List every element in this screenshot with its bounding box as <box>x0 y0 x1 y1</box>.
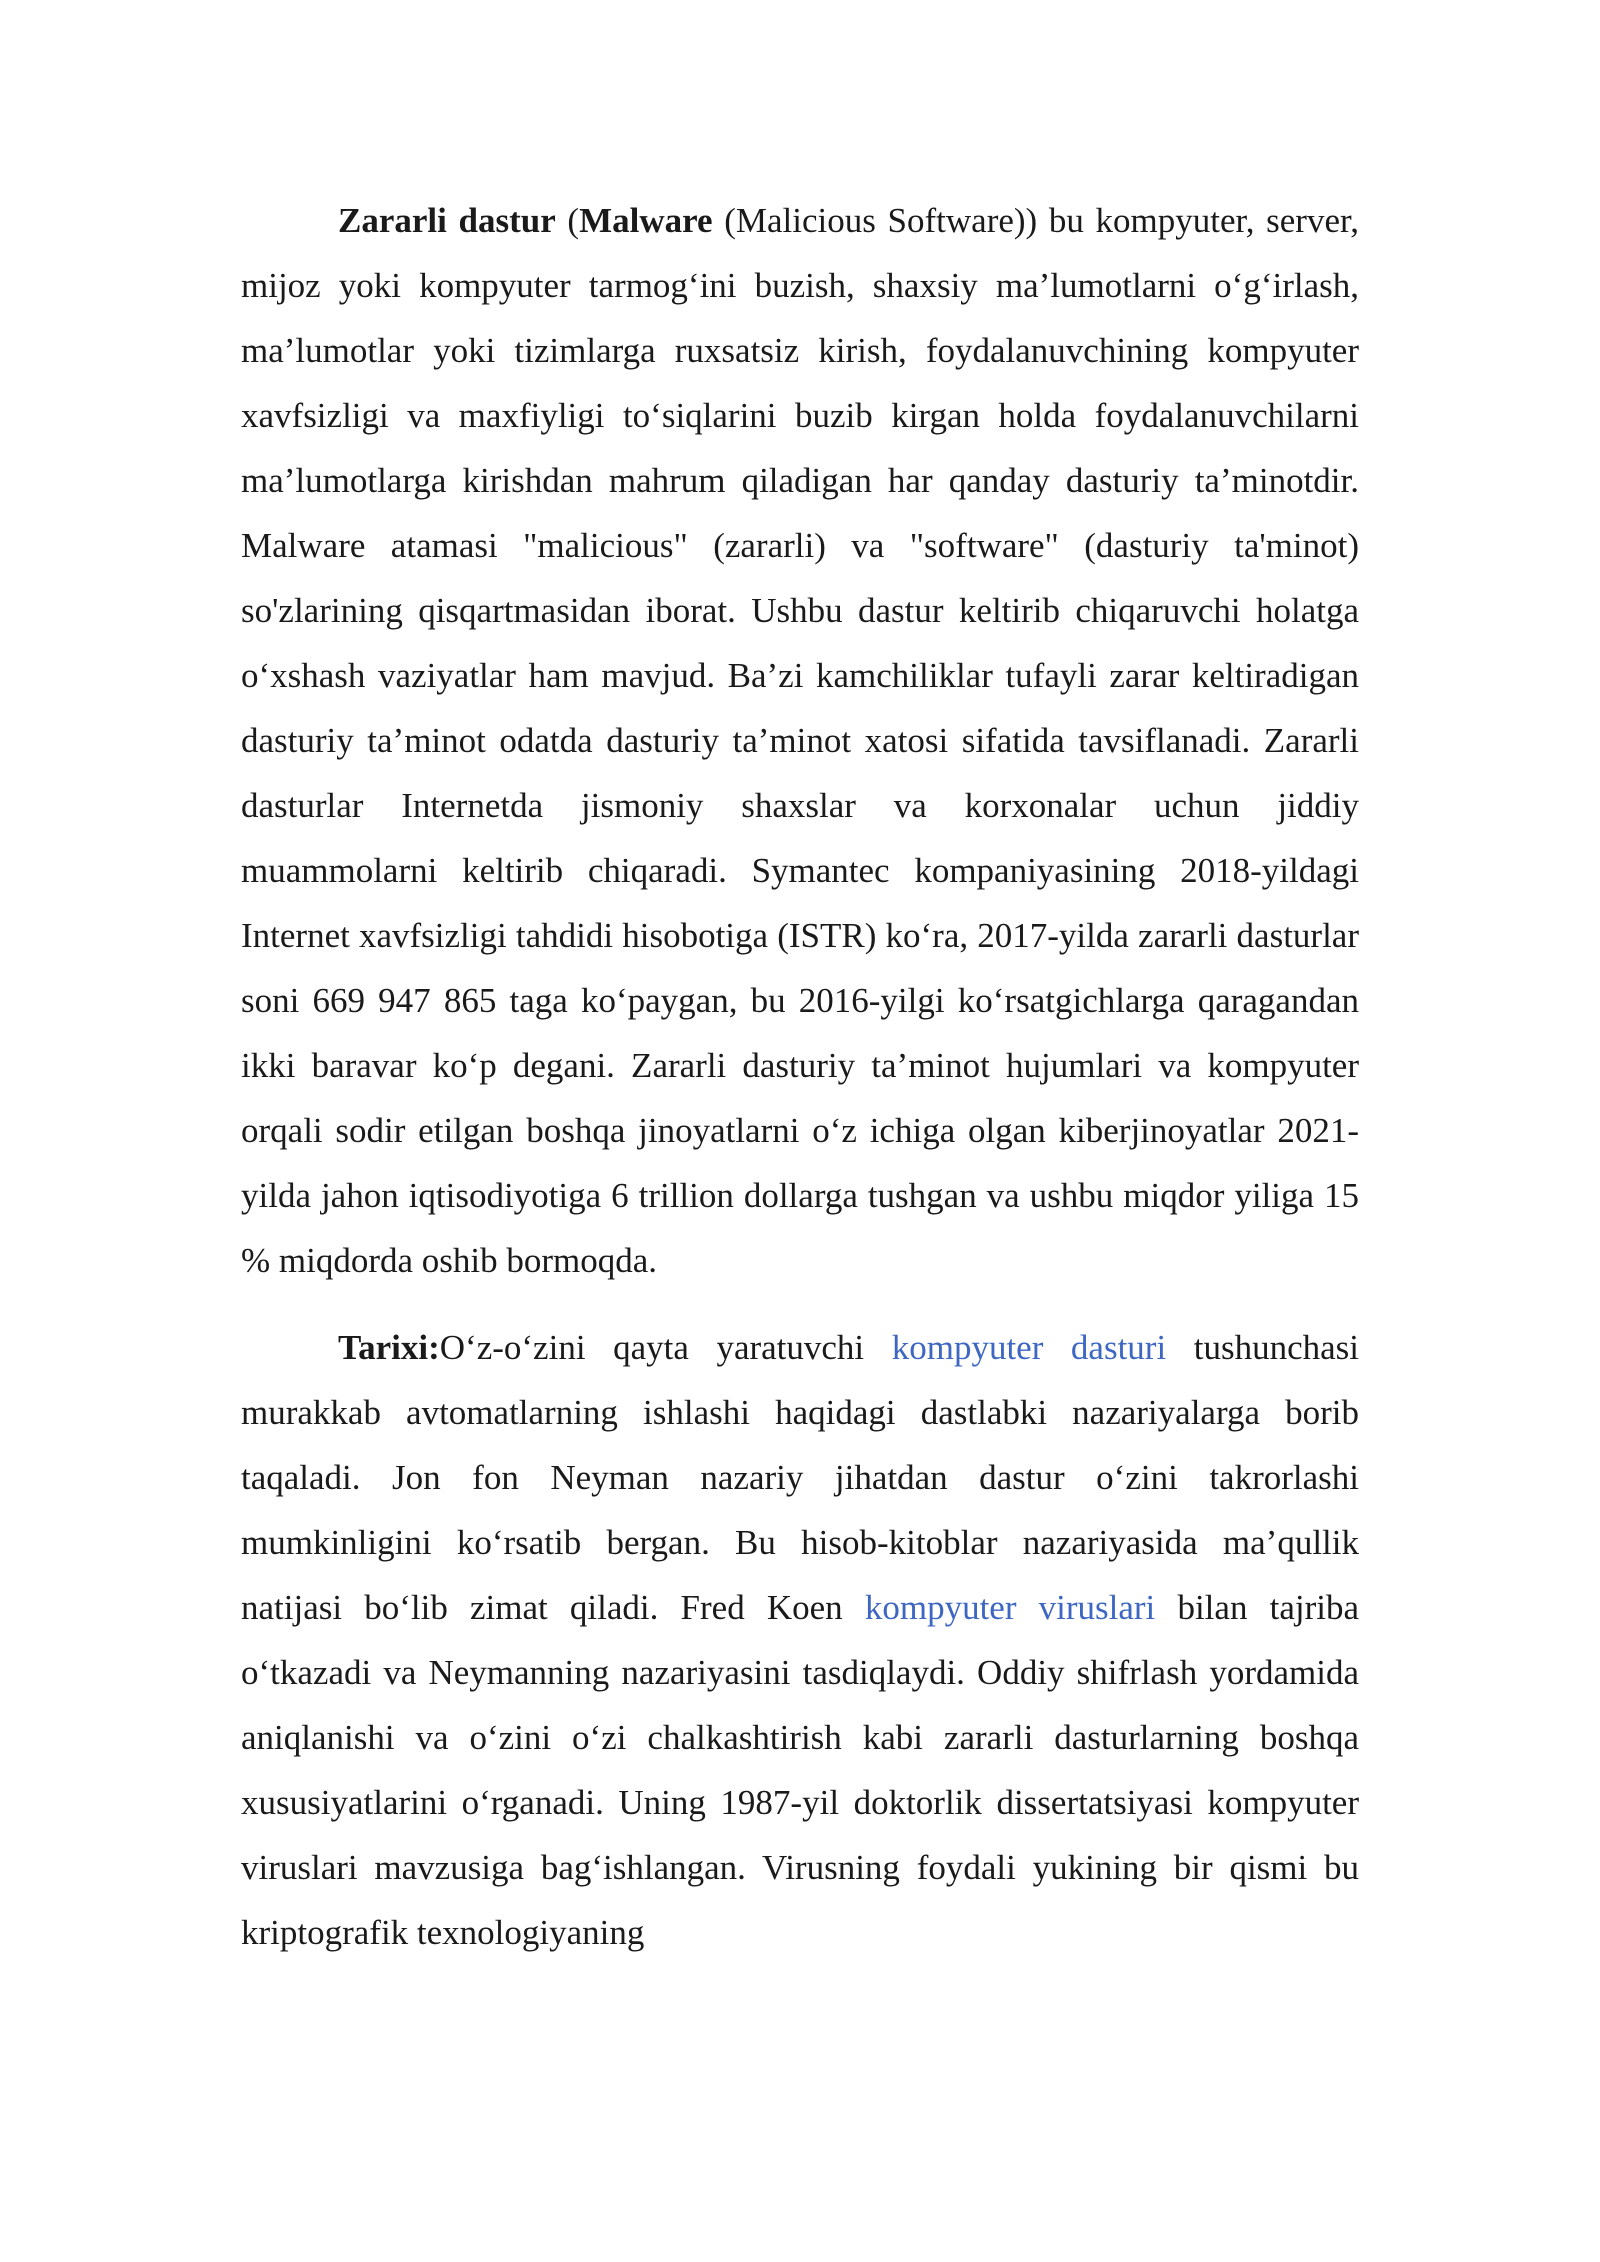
heading-tarixi: Tarixi: <box>338 1328 440 1367</box>
link-kompyuter-dasturi[interactable]: kompyuter dasturi <box>891 1328 1167 1367</box>
text-segment: (Malicious Software)) bu kompyuter, server, mijoz yoki kompyuter tarmog‘ini buzish, shaxsiy ma’lumotlarni o‘g‘irlash, ma’lumotlar yoki tizimlarga ruxsatsiz kirish, foydalanuvchining kompyuter xavfsizligi va maxfiyligi to‘siqlarini buzib kirgan holda foydalanuvchilarni ma’lumotlarga kirishdan mahrum qiladigan har qanday dasturiy ta’minotdir. Malware atamasi "malicious" (zararli) va "software" (dasturiy ta'minot) so'zlarining qisqartmasidan iborat. Ushbu dastur keltirib chiqaruvchi holatga o‘xshash vaziyatlar ham mavjud. Ba’zi kamchiliklar tufayli zarar keltiradigan dasturiy ta’minot odatda dasturiy ta’minot xatosi sifatida tavsiflanadi. Zararli dasturlar Internetda jismoniy shaxslar va korxonalar uchun jiddiy muammolarni keltirib chiqaradi. Symantec kompaniyasining 2018-yildagi Internet xavfsizligi tahdidi hisobotiga (ISTR) ko‘ra, 2017-yilda zararli dasturlar soni 669 947 865 taga ko‘paygan, bu 2016-yilgi ko‘rsatgichlarga qaragandan ikki baravar ko‘p degani. Zararli dasturiy ta’minot hujumlari va kompyuter orqali sodir etilgan boshqa jinoyatlarni o‘z ichiga olgan kiberjinoyatlar 2021-yilda jahon iqtisodiyotiga 6 trillion dollarga tushgan va ushbu miqdor yiliga 15 % miqdorda oshib bormoqda. <box>241 201 1360 1280</box>
paragraph-malware-definition <box>241 188 1359 1293</box>
term-zararli-dastur: Zararli dastur <box>338 201 556 240</box>
text-segment: bilan tajriba o‘tkazadi va Neymanning nazariyasini tasdiqlaydi. Oddiy shifrlash yordamida aniqlanishi va o‘zini o‘zi chalkashtirish kabi zararli dasturlarning boshqa xususiyatlarini o‘rganadi. Uning 1987-yil doktorlik dissertatsiyasi kompyuter viruslari mavzusiga bag‘ishlangan. Virusning foydali yukining bir qismi bu kriptografik texnologiyaning <box>241 1588 1360 1952</box>
text-segment: O‘z-o‘zini qayta yaratuvchi <box>439 1328 892 1367</box>
text-segment: ( <box>555 201 580 240</box>
paragraph-history <box>241 1315 1359 1965</box>
term-malware: Malware <box>579 201 713 240</box>
link-kompyuter-viruslari[interactable]: kompyuter viruslari <box>864 1588 1156 1627</box>
text-segment: tushunchasi murakkab avtomatlarning ishlashi haqidagi dastlabki nazariyalarga borib taqaladi. Jon fon Neyman nazariy jihatdan dastur o‘zini takrorlashi mumkinligini ko‘rsatib bergan. Bu hisob-kitoblar nazariyasida ma’qullik natijasi bo‘lib zimat qiladi. Fred Koen <box>241 1328 1360 1627</box>
document-page <box>241 188 1359 1965</box>
